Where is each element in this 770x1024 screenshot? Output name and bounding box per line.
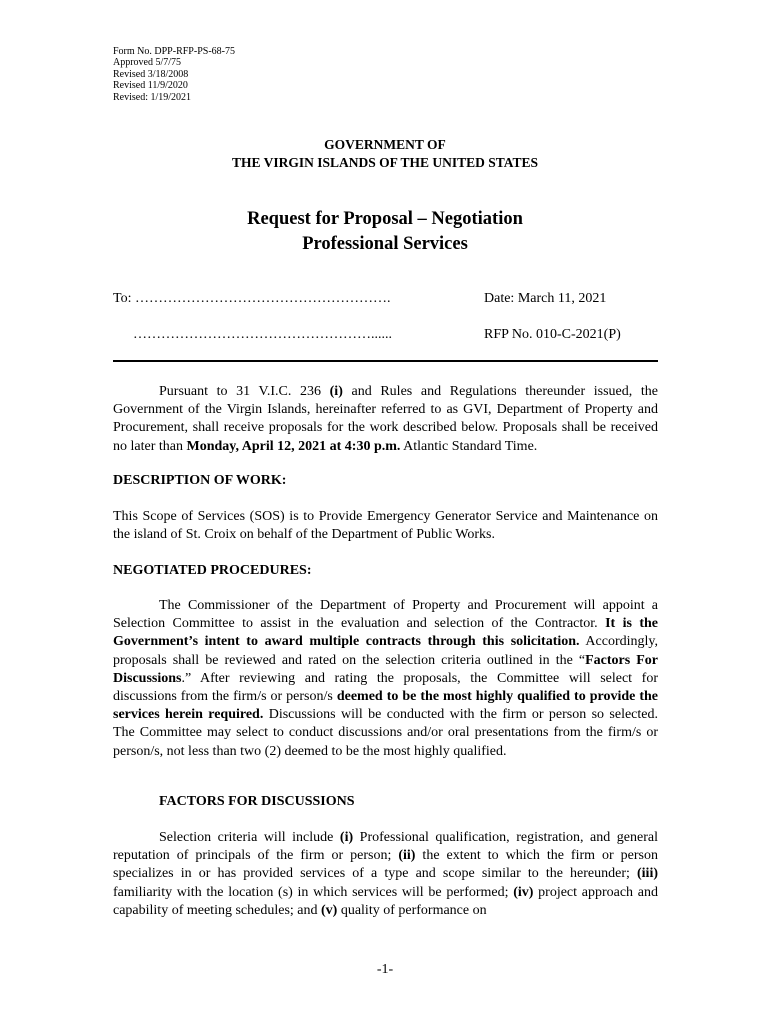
negotiated-text-3: .” After reviewing and rating the proposals, the Committee will select for discussions from the firm/s or person/s: [113, 670, 658, 705]
date-field: Date: March 11, 2021: [484, 291, 607, 306]
government-line-1: GOVERNMENT OF: [324, 137, 446, 152]
government-header: [0, 136, 770, 172]
factors-bold-2: (ii): [398, 848, 416, 864]
factors-text-3: the extent to which the firm or person specializes in or has provided services of a type and scope similar to the hereunder;: [113, 848, 658, 882]
factors-paragraph: [113, 829, 658, 920]
negotiated-text-1: The Commissioner of the Department of Property and Procurement will appoint a Selection Committee to assist in the evaluation and selection of the Contractor.: [113, 598, 658, 632]
horizontal-rule: [113, 360, 658, 362]
document-title: [0, 207, 770, 257]
factors-bold-3: (iii): [637, 866, 658, 882]
rfp-number: RFP No. 010-C-2021(P): [484, 327, 621, 342]
intro-text-1: Pursuant to 31 V.I.C. 236: [159, 384, 330, 399]
form-metadata: [113, 46, 235, 103]
to-line: [113, 291, 390, 307]
page-number: -1-: [376, 962, 394, 977]
intro-deadline: Monday, April 12, 2021 at 4:30 p.m.: [186, 438, 401, 454]
title-line-2: Professional Services: [302, 234, 468, 254]
factors-text-4: familiarity with the location (s) in which services will be performed;: [113, 884, 514, 900]
factors-bold-5: (v): [321, 902, 338, 918]
revised-date-3: Revised: 1/19/2021: [113, 91, 192, 103]
negotiated-paragraph: [113, 597, 658, 761]
factors-text-6: quality of performance on: [337, 902, 487, 918]
to-dots: ……………………………………………….: [134, 291, 391, 306]
form-number: Form No. DPP-RFP-PS-68-75: [113, 46, 235, 57]
factors-bold-1: (i): [339, 830, 354, 845]
revised-date-1: Revised 3/18/2008: [113, 68, 189, 80]
intro-text-3: Atlantic Standard Time.: [400, 438, 538, 454]
description-paragraph: This Scope of Services (SOS) is to Provide Emergency Generator Service and Maintenance on the island of St. Croix on behalf of the Department of Public Works.: [113, 509, 658, 543]
intro-text-2: and Rules and Regulations thereunder issued, the Government of the Virgin Islands, hereinafter referred to as GVI, Department of Property and Procurement, shall receive proposals for the work described below. Proposals shall be received no later than: [113, 384, 658, 454]
revised-date-2: Revised 11/9/2020: [113, 80, 188, 92]
factors-text-1: Selection criteria will include: [159, 830, 340, 845]
factors-bold-4: (iv): [513, 884, 534, 900]
negotiated-bold-1: It is the Government’s intent to award multiple contracts through this solicitation.: [113, 616, 658, 650]
negotiated-heading: NEGOTIATED PROCEDURES:: [113, 563, 312, 578]
negotiated-bold-3: deemed to be the most highly qualified to provide the services herein required.: [113, 689, 658, 723]
approved-date: Approved 5/7/75: [113, 57, 182, 69]
factors-text-2: Professional qualification, registration, and general reputation of principals of the firm or person;: [113, 830, 658, 864]
negotiated-text-4: Discussions will be conducted with the firm or person so selected. The Committee may select to conduct discussions and/or oral presentations from the firm/s or person/s, not less than two (2) deemed to be the most highly qualified.: [113, 707, 658, 759]
government-line-2: THE VIRGIN ISLANDS OF THE UNITED STATES: [231, 155, 539, 170]
title-line-1: Request for Proposal – Negotiation: [247, 209, 523, 229]
factors-text-5: project approach and capability of meeting schedules; and: [113, 884, 658, 918]
negotiated-text-2: Accordingly, proposals shall be reviewed and rated on the selection criteria outlined in the “: [113, 634, 658, 668]
intro-bold-1: (i): [329, 384, 343, 399]
intro-paragraph: [113, 383, 658, 456]
to-label: To:: [113, 291, 132, 306]
description-heading: DESCRIPTION OF WORK:: [113, 473, 287, 488]
negotiated-bold-2: Factors For Discussions: [113, 652, 659, 686]
factors-heading: FACTORS FOR DISCUSSIONS: [159, 794, 355, 809]
address-dots-line: ……………………………………………......: [133, 327, 392, 342]
